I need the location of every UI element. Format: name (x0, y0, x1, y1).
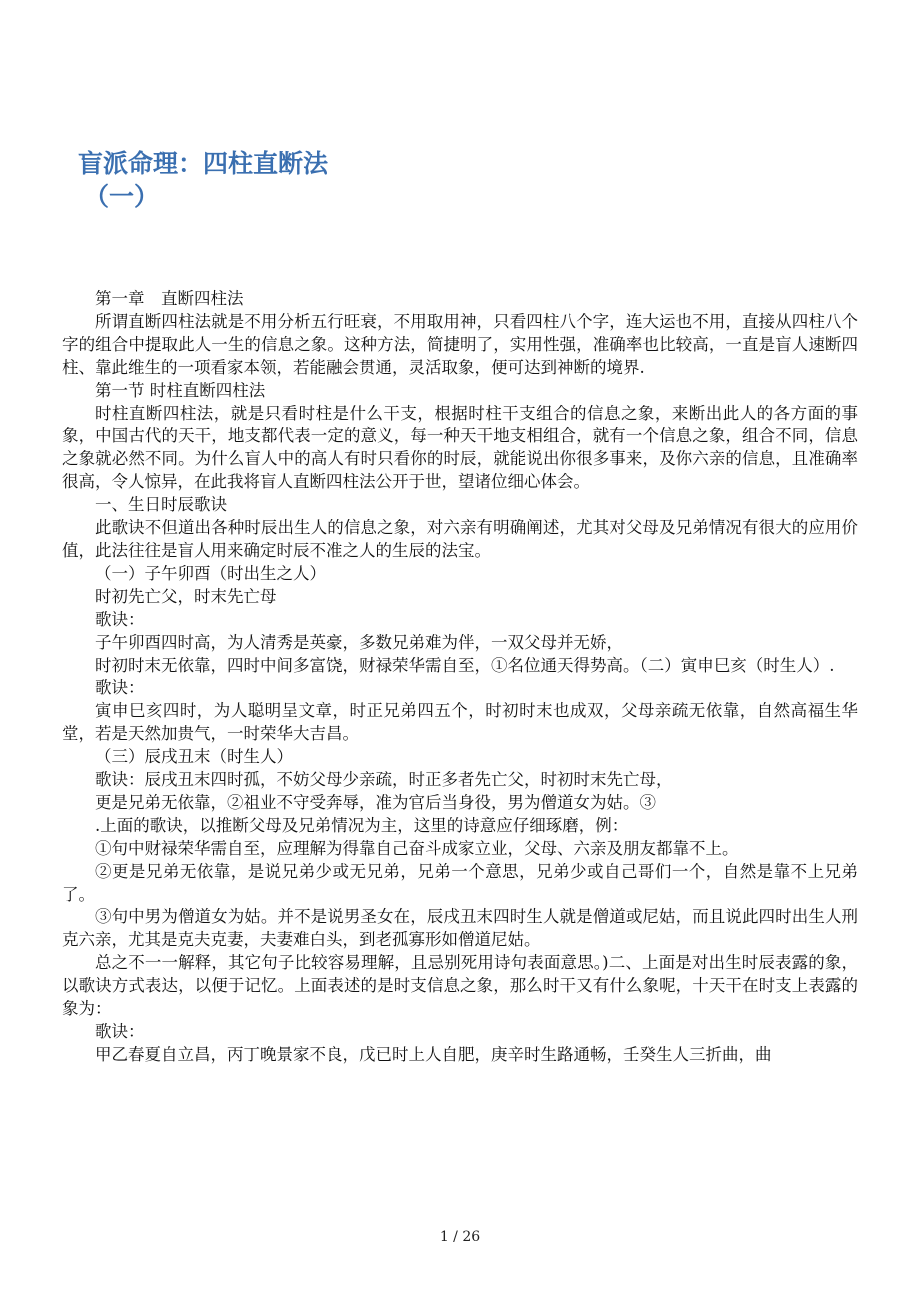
paragraph: 所谓直断四柱法就是不用分析五行旺衰，不用取用神，只看四柱八个字，连大运也不用，直接从四柱八个字的组合中提取此人一生的信息之象。这种方法，简捷明了，实用性强，准确率也比较高，一直是盲人速断四柱、靠此维生的一项看家本领，若能融会贯通，灵活取象，便可达到神断的境界. (62, 311, 858, 377)
paragraph: 总之不一一解释，其它句子比较容易理解，且忌别死用诗句表面意思。)二、上面是对出生时辰表露的象，以歌诀方式表达，以便于记忆。上面表述的是时支信息之象，那么时干又有什么象呢，十天干在时支上表露的象为： (62, 953, 858, 1019)
verse-line: 寅申巳亥四时，为人聪明呈文章，时正兄弟四五个，时初时末也成双，父母亲疏无依靠，自然高福生华堂，若是天然加贵气，一时荣华大吉昌。 (62, 701, 858, 744)
verse-line: 时初时末无依靠，四时中间多富饶，财禄荣华需自至，①名位通天得势高。（二）寅申巳亥（时生人）. (95, 655, 835, 675)
verse-line: 子午卯酉四时高，为人清秀是英豪，多数兄弟难为伴，一双父母并无娇， (95, 632, 623, 652)
verse-label: 歌诀： (95, 678, 145, 698)
paragraph: 时柱直断四柱法，就是只看时柱是什么干支，根据时柱干支组合的信息之象，来断出此人的各方面的事象，中国古代的天干，地支都代表一定的意义，每一种天干地支相组合，就有一个信息之象，组合不同，信息之象就必然不同。为什么盲人中的高人有时只看你的时辰，就能说出你很多事来，及你六亲的信息，且准确率很高，令人惊异，在此我将盲人直断四柱法公开于世，望诸位细心体会。 (62, 403, 858, 492)
paragraph: .上面的歌诀，以推断父母及兄弟情况为主，这里的诗意应仔细琢磨，例： (95, 815, 629, 835)
paragraph: ②更是兄弟无依靠，是说兄弟少或无兄弟，兄弟一个意思，兄弟少或自己哥们一个，自然是靠不上兄弟了。 (62, 861, 858, 904)
paragraph: 时初先亡父，时末先亡母 (95, 586, 277, 606)
verse-label: 歌诀： (95, 609, 145, 629)
paragraph: ③句中男为僧道女为姑。并不是说男圣女在，辰戌丑末四时生人就是僧道或尼姑，而且说此四时出生人刑克六亲，尤其是克夫克妻，夫妻难白头，到老孤寡形如僧道尼姑。 (62, 907, 858, 950)
verse-line: 歌诀：辰戌丑末四时孤，不妨父母少亲疏，时正多者先亡父，时初时末先亡母， (95, 770, 673, 790)
paragraph: ①句中财禄荣华需自至，应理解为得靠自己奋斗成家立业，父母、六亲及朋友都靠不上。 (95, 838, 739, 858)
subsection-heading: （一）子午卯酉（时出生之人） (95, 563, 326, 583)
paragraph: 此歌诀不但道出各种时辰出生人的信息之象，对六亲有明确阐述，尤其对父母及兄弟情况有很大的应用价值，此法往往是盲人用来确定时辰不准之人的生辰的法宝。 (62, 518, 858, 560)
subsection-heading: （三）辰戌丑末（时生人） (95, 747, 293, 767)
chapter-heading: 第一章 直断四柱法 (95, 289, 244, 308)
verse-line: 更是兄弟无依靠，②祖业不守受奔辱，准为官后当身役，男为僧道女为姑。③ (95, 792, 656, 812)
verse-label: 歌诀： (95, 1022, 145, 1041)
page-number: 1 / 26 (439, 1229, 481, 1245)
section-heading: 第一节 时柱直断四柱法 (95, 380, 266, 400)
document-title: 盲派命理：四柱直断法 (78, 149, 329, 178)
subsection-heading: 一、生日时辰歌诀 (95, 495, 227, 515)
document-body (62, 288, 858, 1067)
verse-line: 甲乙春夏自立昌，丙丁晚景家不良，戊已时上人自肥，庚辛时生路通畅，壬癸生人三折曲，曲 (95, 1044, 772, 1064)
document-subtitle: （一） (84, 182, 160, 211)
